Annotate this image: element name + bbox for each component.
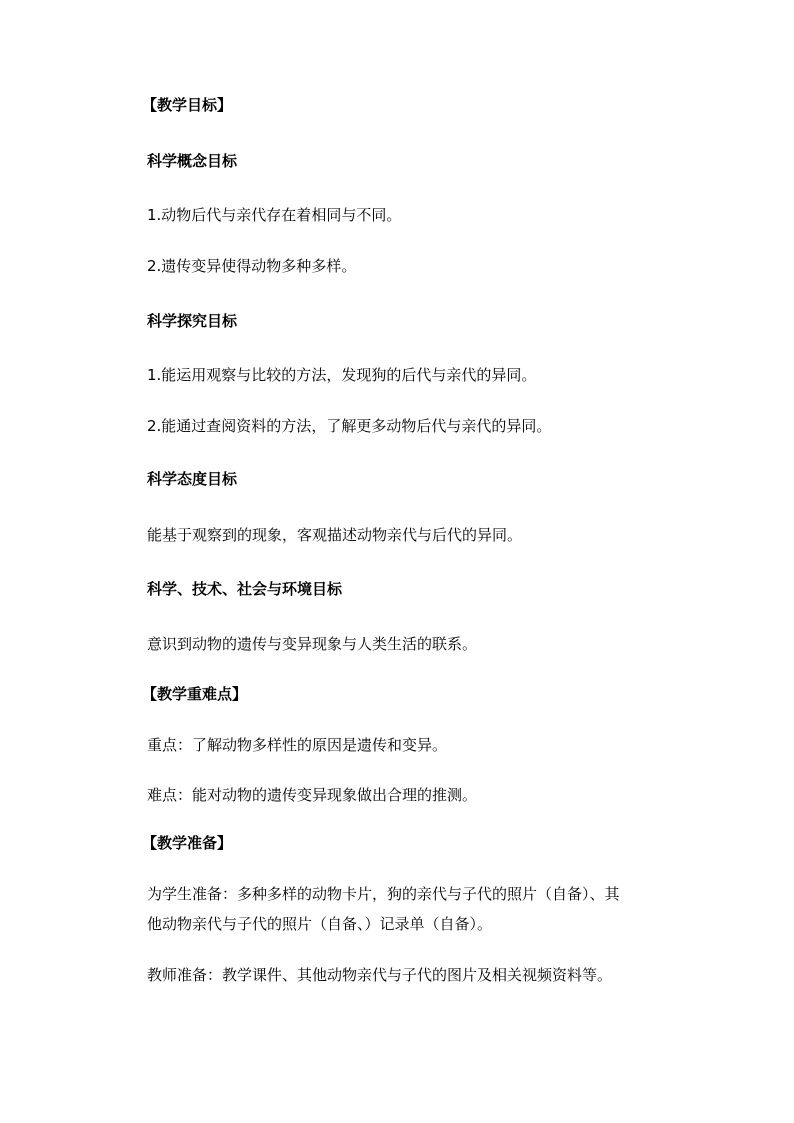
science-attitude-goals-heading: 科学态度目标 — [147, 470, 238, 488]
student-preparation-line-1: 为学生准备：多种多样的动物卡片，狗的亲代与子代的照片（自备）、其 — [147, 885, 620, 903]
key-point-text: 重点：了解动物多样性的原因是遗传和变异。 — [147, 736, 448, 754]
difficult-point-text: 难点：能对动物的遗传变异现象做出合理的推测。 — [147, 786, 478, 804]
science-inquiry-goals-heading: 科学探究目标 — [147, 312, 238, 330]
concept-goal-item-2: 2.遗传变异使得动物多种多样。 — [147, 257, 357, 275]
student-preparation-line-2: 他动物亲代与子代的照片（自备、）记录单（自备）。 — [147, 915, 493, 933]
stse-goal-text: 意识到动物的遗传与变异现象与人类生活的联系。 — [147, 635, 478, 653]
stse-goals-heading: 科学、技术、社会与环境目标 — [147, 580, 343, 598]
teacher-preparation-text: 教师准备：教学课件、其他动物亲代与子代的图片及相关视频资料等。 — [147, 966, 613, 984]
concept-goal-item-1: 1.动物后代与亲代存在着相同与不同。 — [147, 206, 402, 224]
inquiry-goal-item-1: 1.能运用观察与比较的方法，发现狗的后代与亲代的异同。 — [147, 366, 537, 384]
teaching-preparation-heading: 【教学准备】 — [142, 834, 233, 852]
teaching-goals-heading: 【教学目标】 — [142, 96, 233, 114]
science-concept-goals-heading: 科学概念目标 — [147, 152, 238, 170]
inquiry-goal-item-2: 2.能通过查阅资料的方法，了解更多动物后代与亲代的异同。 — [147, 417, 552, 435]
key-difficult-points-heading: 【教学重难点】 — [142, 685, 248, 703]
attitude-goal-text: 能基于观察到的现象，客观描述动物亲代与后代的异同。 — [147, 526, 523, 544]
